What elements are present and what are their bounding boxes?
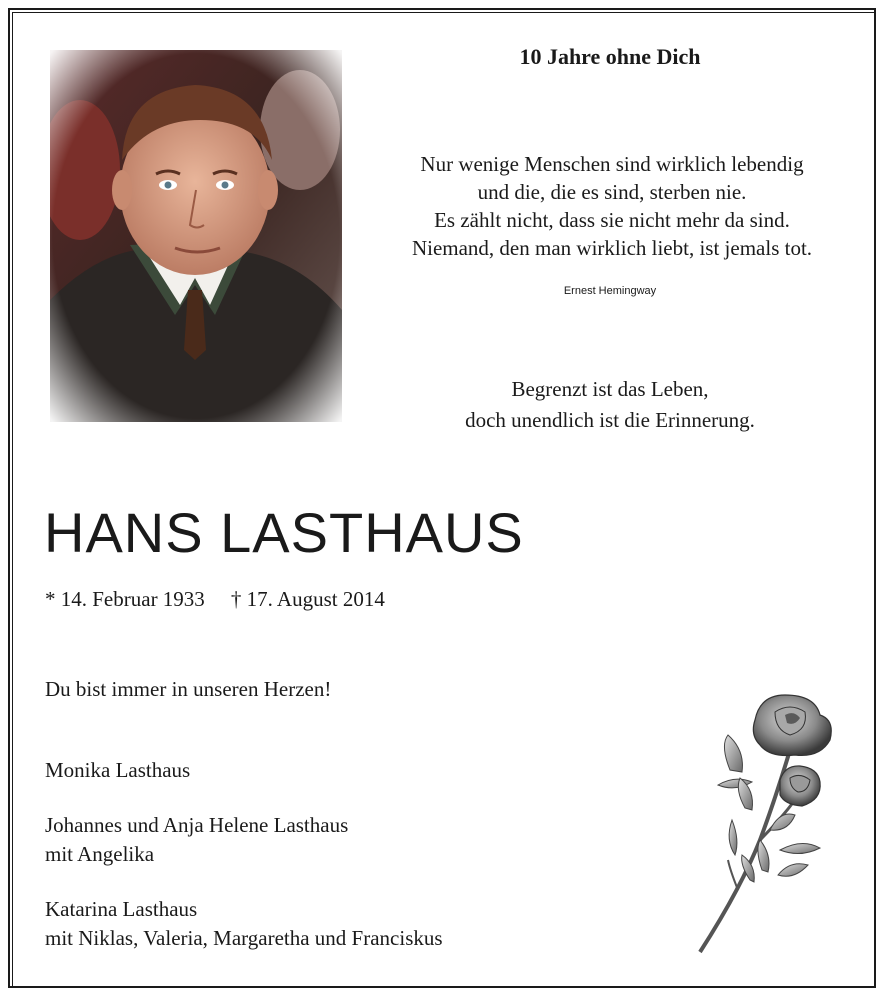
quote-line: und die, die es sind, sterben nie. xyxy=(477,180,747,204)
rose-icon xyxy=(690,690,850,960)
birth-date: * 14. Februar 1933 xyxy=(45,587,205,611)
family-line: Johannes und Anja Helene Lasthaus xyxy=(45,813,349,837)
family-group xyxy=(45,895,443,953)
memory-line: Begrenzt ist das Leben, xyxy=(511,377,709,401)
family-group xyxy=(45,756,443,785)
quote-line: Niemand, den man wirklich liebt, ist jemals tot. xyxy=(411,236,813,260)
deceased-name: HANS LASTHAUS xyxy=(44,501,524,564)
dedication-line: Du bist immer in unseren Herzen! xyxy=(45,677,332,701)
portrait-photo xyxy=(50,50,342,422)
anniversary-heading: 10 Jahre ohne Dich xyxy=(519,44,701,69)
quote-author: Ernest Hemingway xyxy=(563,285,657,297)
family-line: Katarina Lasthaus xyxy=(45,897,198,921)
quote-line: Es zählt nicht, dass sie nicht mehr da sind. xyxy=(434,208,790,232)
family-group xyxy=(45,811,443,869)
family-line: mit Niklas, Valeria, Margaretha und Franciskus xyxy=(45,926,443,950)
death-date: † 17. August 2014 xyxy=(230,587,385,611)
memory-verse xyxy=(420,374,800,436)
hemingway-quote xyxy=(372,150,852,262)
family-line: Monika Lasthaus xyxy=(45,758,191,782)
memory-line: doch unendlich ist die Erinnerung. xyxy=(465,408,755,432)
family-line: mit Angelika xyxy=(45,842,155,866)
family-list xyxy=(45,756,443,979)
life-dates xyxy=(45,587,385,612)
quote-line: Nur wenige Menschen sind wirklich lebendig xyxy=(420,152,804,176)
